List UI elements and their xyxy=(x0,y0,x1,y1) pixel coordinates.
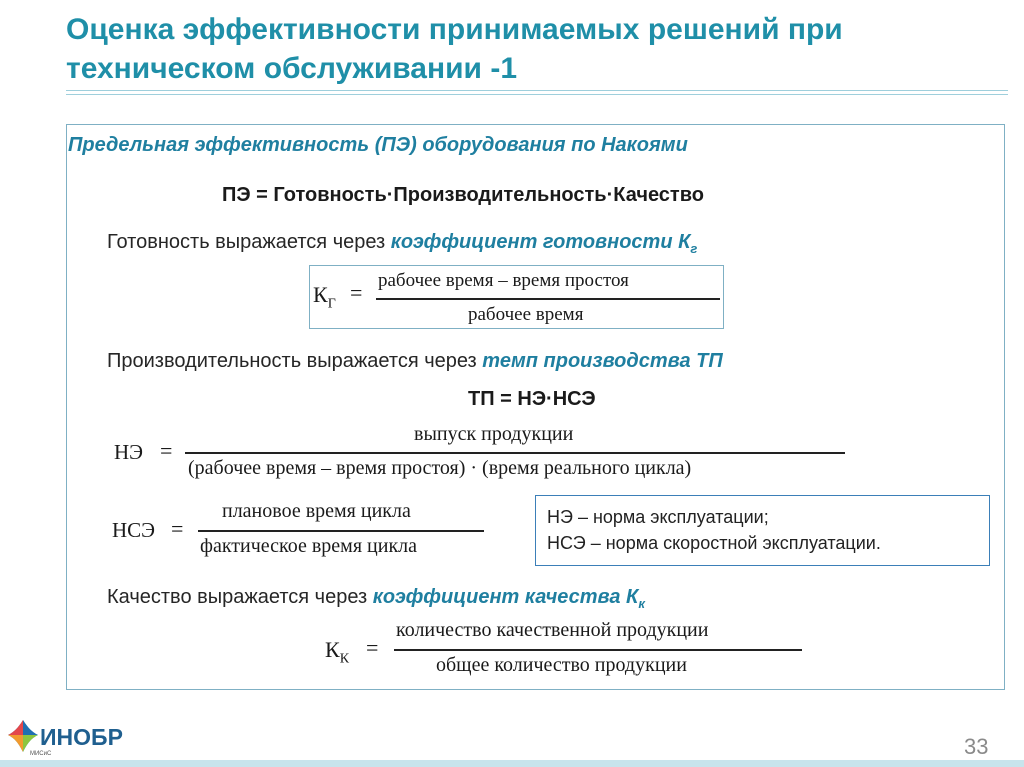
title-line-1: Оценка эффективности принимаемых решений при xyxy=(66,13,843,46)
page-number: 33 xyxy=(964,734,989,759)
bottom-band xyxy=(0,760,1024,767)
note-line-2: НСЭ – норма скоростной эксплуатации. xyxy=(547,533,881,553)
note-line-1: НЭ – норма эксплуатации; xyxy=(547,507,769,527)
kk-eq: = xyxy=(366,635,379,660)
quality-sub: к xyxy=(638,596,645,611)
readiness-term: коэффициент готовности К xyxy=(390,231,691,253)
logo-text: ИНОБР xyxy=(40,724,123,750)
kg-lhs: $К_Г$ xyxy=(313,282,336,312)
nse-eq: = xyxy=(171,516,184,541)
readiness-text: Готовность выражается через xyxy=(107,231,391,253)
productivity-text: Производительность выражается через xyxy=(107,350,483,372)
tp-formula: ТП = НЭ·НСЭ xyxy=(468,388,596,410)
ne-numerator: выпуск продукции xyxy=(414,423,574,445)
kk-numerator: количество качественной продукции xyxy=(396,619,709,641)
kk-fraction-bar xyxy=(394,649,802,651)
kg-eq: = xyxy=(350,280,363,305)
abbreviation-note xyxy=(535,495,990,566)
kg-denominator: рабочее время xyxy=(468,304,584,325)
slide-title xyxy=(66,10,1006,88)
title-line-2: техническом обслуживании -1 xyxy=(66,52,518,85)
kk-lhs: $К_К$ xyxy=(325,637,350,667)
quality-term: коэффициент качества К xyxy=(372,586,639,608)
logo-mark-icon xyxy=(6,718,40,754)
kg-numerator: рабочее время – время простоя xyxy=(378,270,629,291)
ne-fraction-bar xyxy=(185,452,845,454)
nse-denominator: фактическое время цикла xyxy=(200,535,418,557)
productivity-term: темп производства ТП xyxy=(482,350,723,372)
ne-eq: = xyxy=(160,438,173,463)
logo-small: МИСиС xyxy=(30,751,52,757)
ne-lhs: НЭ xyxy=(114,440,144,464)
quality-line xyxy=(107,586,645,611)
quality-text: Качество выражается через xyxy=(107,586,373,608)
nse-numerator: плановое время цикла xyxy=(222,500,411,522)
productivity-line xyxy=(107,350,723,373)
nse-fraction-bar xyxy=(198,530,484,532)
kk-denominator: общее количество продукции xyxy=(436,654,687,676)
pe-formula: ПЭ = Готовность·Производительность·Качество xyxy=(222,184,704,206)
title-divider xyxy=(66,90,1008,95)
ne-denominator: (рабочее время – время простоя) · (время реального цикла) xyxy=(188,457,692,479)
nse-lhs: НСЭ xyxy=(112,518,156,542)
readiness-line xyxy=(107,231,697,256)
readiness-sub: г xyxy=(690,241,698,256)
subtitle: Предельная эффективность (ПЭ) оборудования по Накоями xyxy=(68,134,688,156)
kg-fraction-bar xyxy=(376,298,720,300)
